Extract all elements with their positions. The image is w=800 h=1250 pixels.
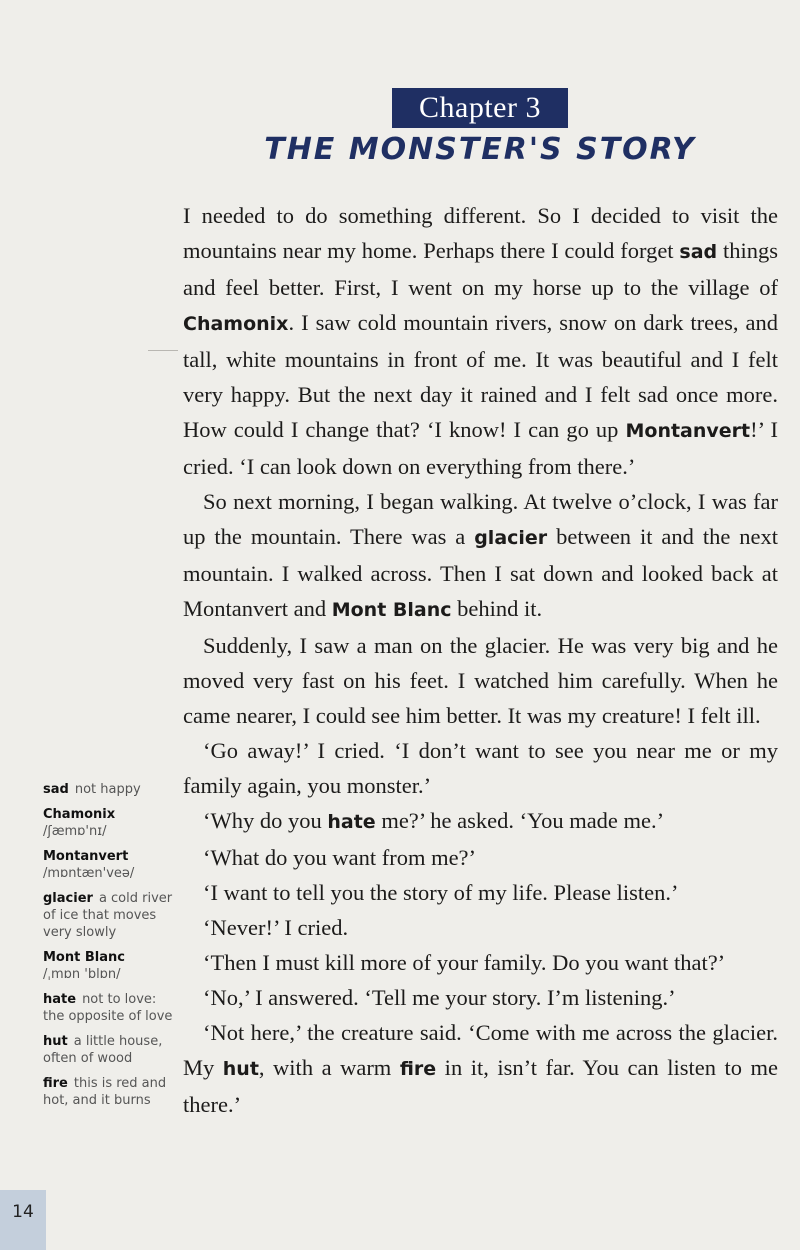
glossary-term: Mont Blanc (43, 950, 125, 965)
dialogue-line: ‘Then I must kill more of your family. Do you want that?’ (203, 950, 726, 975)
glossary-entry (43, 806, 173, 840)
glossary-word-sad: sad (679, 241, 718, 263)
glossary-word-glacier: glacier (474, 527, 548, 549)
text: , with a warm (258, 1055, 400, 1080)
glossary-term: hate (43, 992, 77, 1007)
dialogue-line: ‘No,’ I answered. ‘Tell me your story. I’m listening.’ (203, 985, 676, 1010)
text: behind it. (451, 596, 543, 621)
glossary-term: sad (43, 782, 69, 797)
glossary-term: fire (43, 1076, 68, 1091)
text: So next morning, I began walking. At twelve o’clock, I was far up the mountain. There was a (183, 489, 778, 549)
glossary-word-mont-blanc: Mont Blanc (331, 599, 452, 621)
dialogue-line: ‘What do you want from me?’ (203, 845, 477, 870)
glossary-entry (43, 1075, 173, 1109)
glossary-word-hate: hate (327, 811, 376, 833)
text: ‘Why do you (203, 808, 328, 833)
paragraph (183, 484, 778, 628)
text: in it, isn’t far. You can listen to me there.’ (183, 1055, 779, 1117)
glossary-term: glacier (43, 891, 93, 906)
glossary-term: hut (43, 1034, 68, 1049)
glossary-definition: not happy (74, 782, 141, 797)
dialogue-line (203, 803, 778, 840)
story-text (183, 198, 778, 1122)
paragraph (183, 198, 778, 484)
text: me?’ he asked. ‘You made me.’ (375, 808, 665, 833)
glossary-entry (43, 890, 173, 941)
dialogue-line: ‘Go away!’ I cried. ‘I don’t want to see you near me or my family again, you monster.’ (183, 738, 778, 798)
page-number: 14 (0, 1190, 46, 1250)
chapter-label: Chapter 3 (392, 88, 568, 128)
glossary-word-fire: fire (399, 1058, 437, 1080)
dialogue-line: ‘Never!’ I cried. (203, 915, 349, 940)
glossary-word-chamonix: Chamonix (183, 313, 289, 335)
glossary-definition: not to love: the opposite of love (43, 992, 173, 1024)
margin-rule (148, 350, 178, 351)
glossary-entry (43, 781, 173, 798)
glossary-definition: a cold river of ice that moves very slowly (43, 891, 173, 940)
glossary-word-hut: hut (222, 1058, 259, 1080)
dialogue-line (183, 1015, 778, 1122)
glossary-term: Chamonix (43, 807, 116, 822)
text: things and feel better. First, I went on my horse up to the village of (183, 238, 778, 300)
dialogue-line: ‘I want to tell you the story of my life. Please listen.’ (203, 880, 679, 905)
glossary-definition: /ʃæmɒ'nɪ/ (43, 824, 107, 839)
glossary-definition: /ˌmɒn 'blɒn/ (43, 967, 121, 982)
text: ‘Not here,’ the creature said. ‘Come with me across the glacier. My (183, 1020, 778, 1080)
glossary-entry (43, 848, 173, 882)
paragraph: Suddenly, I saw a man on the glacier. He was very big and he moved very fast on his feet. I watched him carefully. When he came nearer, I could see him better. It was my creature! I felt ill. (183, 633, 778, 728)
glossary-entry (43, 1033, 173, 1067)
text: !’ I cried. ‘I can look down on everything from there.’ (183, 417, 779, 479)
chapter-title: THE MONSTER'S STORY (264, 132, 696, 167)
glossary-definition: this is red and hot, and it burns (43, 1076, 167, 1108)
glossary-definition: /mɒntæn'veə/ (43, 866, 135, 881)
glossary-entry (43, 991, 173, 1025)
text: I needed to do something different. So I decided to visit the mountains near my home. Perhaps there I could forget (183, 203, 778, 263)
glossary-word-montanvert: Montanvert (625, 420, 751, 442)
text: . I saw cold mountain rivers, snow on dark trees, and tall, white mountains in front of me. It was beautiful and I felt very happy. But the next day it rained and I felt sad once more. How could I change that? ‘I know! I can go up (183, 310, 778, 442)
glossary (43, 781, 173, 1117)
text: between it and the next mountain. I walked across. Then I sat down and looked back at Montanvert and (183, 524, 778, 621)
glossary-entry (43, 949, 173, 983)
glossary-definition: a little house, often of wood (43, 1034, 163, 1066)
glossary-term: Montanvert (43, 849, 129, 864)
